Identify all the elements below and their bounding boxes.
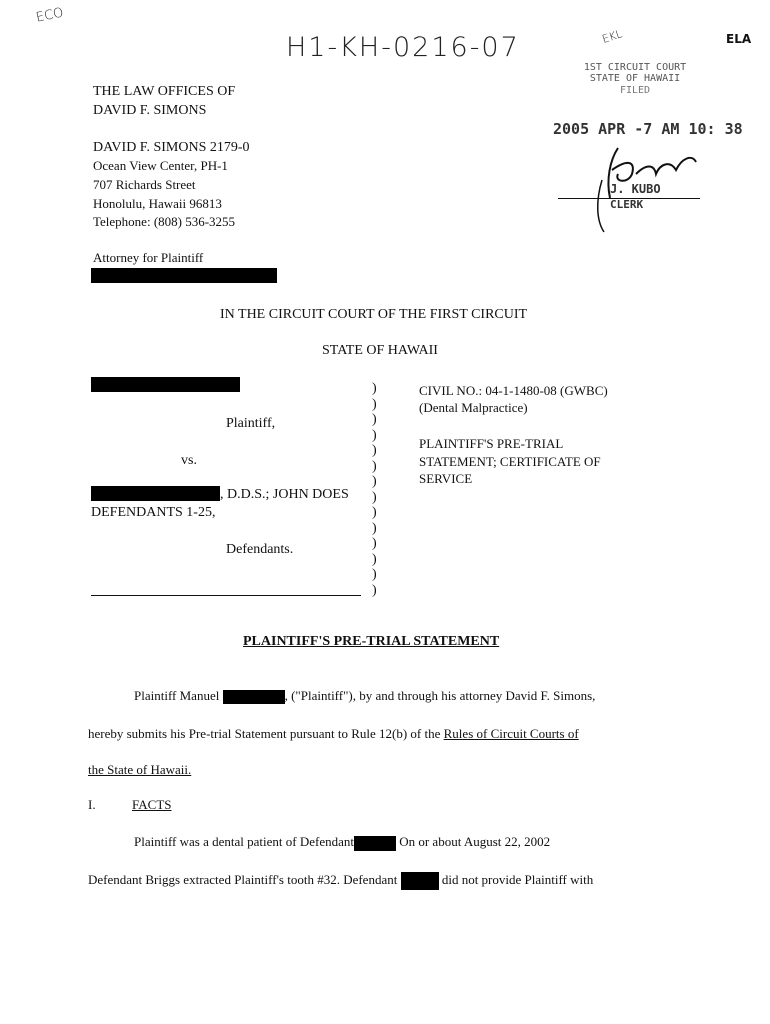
defendants-line: DEFENDANTS 1-25, [91,505,216,520]
statement-heading: PLAINTIFF'S PRE-TRIAL STATEMENT [243,634,500,649]
paragraph-line [88,870,593,890]
document-title-line2: STATEMENT; CERTIFICATE OF [419,454,601,469]
section-number: I. [88,797,96,812]
stamp-clerk-name: J. KUBO [610,182,661,196]
body-text: , ("Plaintiff"), by and through his attorney David F. Simons, [284,688,596,703]
defendants-label: Defendants. [226,542,294,557]
redaction [401,872,439,890]
document-title-line1: PLAINTIFF'S PRE-TRIAL [419,436,564,451]
telephone: Telephone: (808) 536-3255 [93,214,236,229]
body-text: On or about August 22, 2002 [395,834,551,849]
plaintiff-label: Plaintiff, [226,416,276,431]
handwritten-initials: EKL [600,27,624,46]
redaction [91,268,277,283]
margin-mark: ECO [34,5,65,26]
body-text: Plaintiff Manuel [134,688,220,703]
attorney-name: DAVID F. SIMONS 2179-0 [93,140,250,155]
rules-citation-cont: the State of Hawaii. [88,762,192,777]
firm-name-line2: DAVID F. SIMONS [93,103,207,118]
caption-parens: ) ) ) ) ) ) ) ) ) ) ) ) ) ) [372,381,377,598]
stamp-court: 1ST CIRCUIT COURT [583,62,687,73]
redaction [91,377,240,392]
section-title: FACTS [132,797,172,812]
body-text: hereby submits his Pre-trial Statement pursuant to Rule 12(b) of the [88,726,444,741]
body-text: Plaintiff was a dental patient of Defendant [134,834,354,849]
paragraph-line [134,686,595,706]
stamp-clerk-title: CLERK [610,198,644,211]
stamp-filed: FILED [619,85,651,96]
redaction [354,836,396,851]
corner-code: ELA [726,32,752,46]
body-text: Defendant Briggs extracted Plaintiff's tooth #32. Defendant [88,872,398,887]
defendant-suffix: , D.D.S.; JOHN DOES [220,487,349,502]
stamp-state: STATE OF HAWAII [589,73,681,84]
redaction [91,486,220,501]
firm-name-line1: THE LAW OFFICES OF [93,84,236,99]
document-title-line3: SERVICE [419,471,473,486]
case-type: (Dental Malpractice) [419,400,528,415]
address-line1: Ocean View Center, PH-1 [93,158,228,173]
paragraph-line [134,832,550,852]
versus: vs. [181,453,197,468]
caption-rule [91,595,361,596]
address-line2: 707 Richards Street [93,177,196,192]
address-line3: Honolulu, Hawaii 96813 [93,196,222,211]
court-state: STATE OF HAWAII [322,343,438,358]
redaction [223,690,285,704]
paragraph-line [88,724,579,744]
body-text: did not provide Plaintiff with [438,872,594,887]
handwritten-case-number: H1-KH-0216-07 [286,32,520,63]
stamp-datetime: 2005 APR -7 AM 10: 38 [553,120,743,138]
rules-citation: Rules of Circuit Courts of [443,726,579,741]
court-name: IN THE CIRCUIT COURT OF THE FIRST CIRCUIT [220,307,528,322]
attorney-for: Attorney for Plaintiff [93,250,204,265]
civil-number: CIVIL NO.: 04-1-1480-08 (GWBC) [419,383,608,398]
filing-stamp [560,62,710,97]
